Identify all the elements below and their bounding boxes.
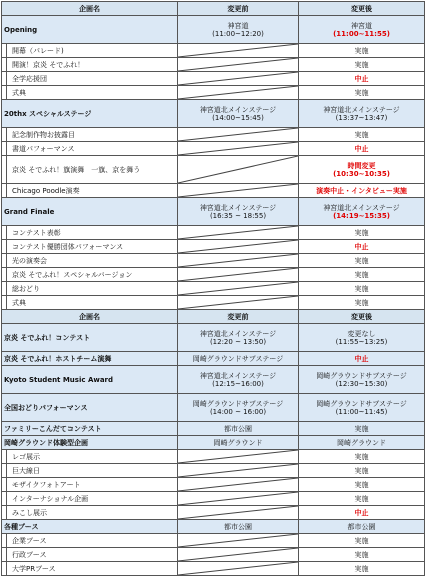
cell-text: 実施 [354,60,369,69]
not-applicable-slash [178,184,298,197]
plan-name-cell [2,422,178,436]
not-applicable-slash [178,464,298,477]
before-cell [178,86,299,100]
before-cell [178,366,299,394]
indent-line [6,156,7,183]
plan-name: 大学PRブース [12,564,56,573]
before-cell [178,100,299,128]
cell-text: 岡崎グラウンドサブステージ [192,354,284,363]
before-cell [178,16,299,44]
cell-text: 神宮道北メインステージ [199,371,277,380]
before-cell [178,142,299,156]
cell-text: (16:35 ~ 18:55) [209,211,267,220]
cell-text: 岡崎グラウンドサブステージ [192,399,284,408]
after-cell [299,422,425,436]
sub-plan-row [2,58,425,72]
after-cell [299,268,425,282]
plan-name-cell [2,100,178,128]
not-applicable-slash [178,548,298,561]
plan-name-cell [2,324,178,352]
plan-name-cell [2,436,178,450]
cell-text: 実施 [354,466,369,475]
not-applicable-slash [178,44,298,57]
cell-text: (10:30~10:35) [333,169,390,178]
cell-text: (11:55~13:25) [335,337,388,346]
cell-text: 演奏中止・インタビュー実施 [316,186,407,195]
cell-text: 神宮道 [227,21,249,30]
plan-name-cell [2,296,178,310]
plan-name-cell [2,492,178,506]
plan-name: 式典 [12,298,26,307]
plan-row [2,324,425,352]
before-cell [178,324,299,352]
header-before: 変更前 [178,310,299,324]
cell-text: 実施 [354,88,369,97]
not-applicable-slash [178,450,298,463]
cell-text: (12:20 ~ 13:50) [209,337,267,346]
cell-text: 都市公園 [224,424,252,433]
before-cell [178,268,299,282]
sub-plan-row [2,240,425,254]
cell-text: 実施 [354,270,369,279]
cell-text: 実施 [354,256,369,265]
before-cell [178,352,299,366]
after-cell [299,464,425,478]
cell-text: 実施 [354,228,369,237]
plan-name-cell [2,184,178,198]
plan-name-cell [2,366,178,394]
after-cell [299,254,425,268]
plan-name: 巨大線日 [12,466,40,475]
plan-name: モザイクフォトアート [12,480,81,489]
plan-name-cell [2,156,178,184]
plan-name: 総おどり [12,284,40,293]
schedule-change-table [1,1,425,576]
not-applicable-slash [178,58,298,71]
plan-name: インターナショナル企画 [12,494,89,503]
before-cell [178,450,299,464]
before-cell [178,226,299,240]
plan-name: 企業ブース [12,536,47,545]
plan-name: 行政ブース [12,550,47,559]
plan-name: コンテスト優勝団体パフォーマンス [12,242,124,251]
not-applicable-slash [178,240,298,253]
before-cell [178,44,299,58]
plan-row [2,16,425,44]
indent-line [6,296,7,309]
cell-text: (11:00~12:20) [212,29,264,38]
plan-name-cell [2,478,178,492]
cell-text: 実施 [354,298,369,307]
plan-name-cell [2,128,178,142]
before-cell [178,296,299,310]
plan-name-cell [2,226,178,240]
indent-line [6,184,7,197]
header-before: 変更前 [178,2,299,16]
before-cell [178,156,299,184]
plan-name: Chicago Poodle演奏 [12,186,80,195]
plan-row [2,520,425,534]
cell-text: 実施 [354,550,369,559]
not-applicable-slash [178,156,298,183]
plan-name-cell [2,58,178,72]
indent-line [6,58,7,71]
after-cell [299,394,425,422]
plan-row [2,352,425,366]
plan-name: 京炎 そでふれ！スペシャルバージョン [12,270,133,279]
after-cell [299,352,425,366]
plan-name-cell [2,394,178,422]
indent-line [6,450,7,463]
sub-plan-row [2,478,425,492]
before-cell [178,254,299,268]
plan-name: Grand Finale [4,207,55,216]
plan-name-cell [2,450,178,464]
plan-row [2,394,425,422]
cell-text: 神宮道北メインステージ [199,203,277,212]
plan-name: 開演！京炎 そでふれ！ [12,60,85,69]
sub-plan-row [2,268,425,282]
after-cell [299,296,425,310]
cell-text: 実施 [354,130,369,139]
cell-text: 中止 [354,242,369,251]
sub-plan-row [2,226,425,240]
after-cell [299,478,425,492]
cell-text: 都市公園 [347,522,376,531]
not-applicable-slash [178,254,298,267]
not-applicable-slash [178,72,298,85]
cell-text: 岡崎グラウンド [213,438,263,447]
before-cell [178,184,299,198]
cell-text: 実施 [354,284,369,293]
after-cell [299,324,425,352]
cell-text: 実施 [354,424,369,433]
sub-plan-row [2,450,425,464]
not-applicable-slash [178,478,298,491]
header-row [2,2,425,16]
plan-row [2,366,425,394]
indent-line [6,226,7,239]
sub-plan-row [2,534,425,548]
header-plan-name: 企画名 [2,310,178,324]
before-cell [178,394,299,422]
before-cell [178,128,299,142]
sub-plan-row [2,282,425,296]
sub-plan-row [2,464,425,478]
cell-text: (12:30~15:30) [335,379,388,388]
cell-text: 中止 [354,508,369,517]
plan-name: 各種ブース [4,522,39,531]
cell-text: (11:00~11:45) [335,407,388,416]
plan-name: 京炎 そでふれ！旗演舞 一旗、京を舞う [12,165,141,174]
plan-name: 京炎 そでふれ！ホストチーム演舞 [4,354,112,363]
sub-plan-row [2,142,425,156]
plan-name: 全国おどりパフォーマンス [4,403,88,412]
after-cell [299,72,425,86]
plan-name-cell [2,254,178,268]
after-cell [299,548,425,562]
plan-name-cell [2,86,178,100]
plan-name: Opening [4,25,38,34]
after-cell [299,86,425,100]
plan-name: コンテスト表彰 [12,228,61,237]
cell-text: 中止 [354,144,369,153]
after-cell [299,184,425,198]
not-applicable-slash [178,534,298,547]
after-cell [299,44,425,58]
header-after: 変更後 [299,310,425,324]
not-applicable-slash [178,86,298,99]
not-applicable-slash [178,282,298,295]
cell-text: 実施 [354,564,369,573]
before-cell [178,72,299,86]
not-applicable-slash [178,296,298,309]
before-cell [178,240,299,254]
before-cell [178,534,299,548]
after-cell [299,520,425,534]
after-cell [299,58,425,72]
before-cell [178,478,299,492]
before-cell [178,58,299,72]
cell-text: 岡崎グラウンド [337,438,386,447]
plan-name: 式典 [12,88,26,97]
cell-text: 実施 [354,46,369,55]
cell-text: 実施 [354,536,369,545]
after-cell [299,534,425,548]
cell-text: 変更なし [347,329,376,338]
plan-name-cell [2,142,178,156]
not-applicable-slash [178,506,298,519]
not-applicable-slash [178,268,298,281]
cell-text: 岡崎グラウンドサブステージ [316,399,407,408]
indent-line [6,128,7,141]
indent-line [6,142,7,155]
sub-plan-row [2,184,425,198]
plan-name: 光の演奏会 [12,256,47,265]
before-cell [178,422,299,436]
after-cell [299,240,425,254]
indent-line [6,492,7,505]
not-applicable-slash [178,492,298,505]
cell-text: 実施 [354,494,369,503]
not-applicable-slash [178,226,298,239]
schedule-table-body [2,2,425,576]
indent-line [6,282,7,295]
indent-line [6,506,7,519]
header-plan-name: 企画名 [2,2,178,16]
before-cell [178,506,299,520]
not-applicable-slash [178,128,298,141]
indent-line [6,548,7,561]
cell-text: (14:00~15:45) [212,113,264,122]
sub-plan-row [2,156,425,184]
plan-name: 書道パフォーマンス [12,144,75,153]
indent-line [6,254,7,267]
after-cell [299,100,425,128]
plan-name: みこし展示 [12,508,47,517]
cell-text: 神宮道北メインステージ [199,329,277,338]
plan-name: 開幕（パレード) [12,46,64,55]
sub-plan-row [2,506,425,520]
sub-plan-row [2,44,425,58]
after-cell [299,226,425,240]
plan-name-cell [2,506,178,520]
plan-name-cell [2,352,178,366]
after-cell [299,366,425,394]
after-cell [299,128,425,142]
plan-name: ファミリーこんだてコンテスト [4,424,102,433]
plan-name-cell [2,16,178,44]
indent-line [6,44,7,57]
plan-name-cell [2,534,178,548]
plan-name-cell [2,548,178,562]
plan-name: 20thx スペシャルステージ [4,109,92,118]
sub-plan-row [2,296,425,310]
cell-text: 実施 [354,452,369,461]
indent-line [6,240,7,253]
plan-name-cell [2,44,178,58]
plan-name-cell [2,198,178,226]
plan-name: Kyoto Student Music Award [4,375,114,384]
after-cell [299,142,425,156]
plan-row [2,198,425,226]
cell-text: (14:19~15:35) [333,211,390,220]
cell-text: (13:37~13:47) [335,113,388,122]
before-cell [178,492,299,506]
cell-text: 実施 [354,480,369,489]
before-cell [178,436,299,450]
plan-name-cell [2,282,178,296]
after-cell [299,436,425,450]
sub-plan-row [2,492,425,506]
indent-line [6,72,7,85]
sub-plan-row [2,72,425,86]
after-cell [299,16,425,44]
before-cell [178,282,299,296]
before-cell [178,464,299,478]
plan-name-cell [2,464,178,478]
plan-row [2,100,425,128]
sub-plan-row [2,254,425,268]
sub-plan-row [2,86,425,100]
after-cell [299,450,425,464]
cell-text: (14:00 ~ 16:00) [209,407,267,416]
cell-text: 神宮道北メインステージ [199,105,277,114]
cell-text: 中止 [354,74,369,83]
plan-name-cell [2,520,178,534]
after-cell [299,506,425,520]
indent-line [6,86,7,99]
indent-line [6,268,7,281]
plan-row [2,422,425,436]
sub-plan-row [2,548,425,562]
indent-line [6,534,7,547]
cell-text: 神宮道 [351,21,372,30]
plan-name-cell [2,268,178,282]
plan-name: 記念制作物お披露目 [12,130,75,139]
before-cell [178,520,299,534]
plan-name: 岡崎グラウンド体験型企画 [4,438,88,447]
cell-text: (12:15~16:00) [212,379,264,388]
header-after: 変更後 [299,2,425,16]
indent-line [6,478,7,491]
after-cell [299,282,425,296]
after-cell [299,156,425,184]
not-applicable-slash [178,142,298,155]
cell-text: (11:00~11:55) [333,29,390,38]
cell-text: 岡崎グラウンドサブステージ [316,371,407,380]
plan-name: 京炎 そでふれ！コンテスト [4,333,91,342]
plan-name-cell [2,240,178,254]
before-cell [178,548,299,562]
after-cell [299,492,425,506]
cell-text: 都市公園 [224,522,252,531]
cell-text: 神宮道北メインステージ [323,203,400,212]
plan-name: レゴ展示 [12,452,40,461]
before-cell [178,198,299,226]
plan-row [2,436,425,450]
plan-name: 全学応援団 [12,74,47,83]
cell-text: 神宮道北メインステージ [323,105,400,114]
cell-text: 中止 [354,354,369,363]
plan-name-cell [2,72,178,86]
cell-text: 時間変更 [347,161,376,170]
indent-line [6,464,7,477]
header-row [2,310,425,324]
after-cell [299,198,425,226]
sub-plan-row [2,128,425,142]
